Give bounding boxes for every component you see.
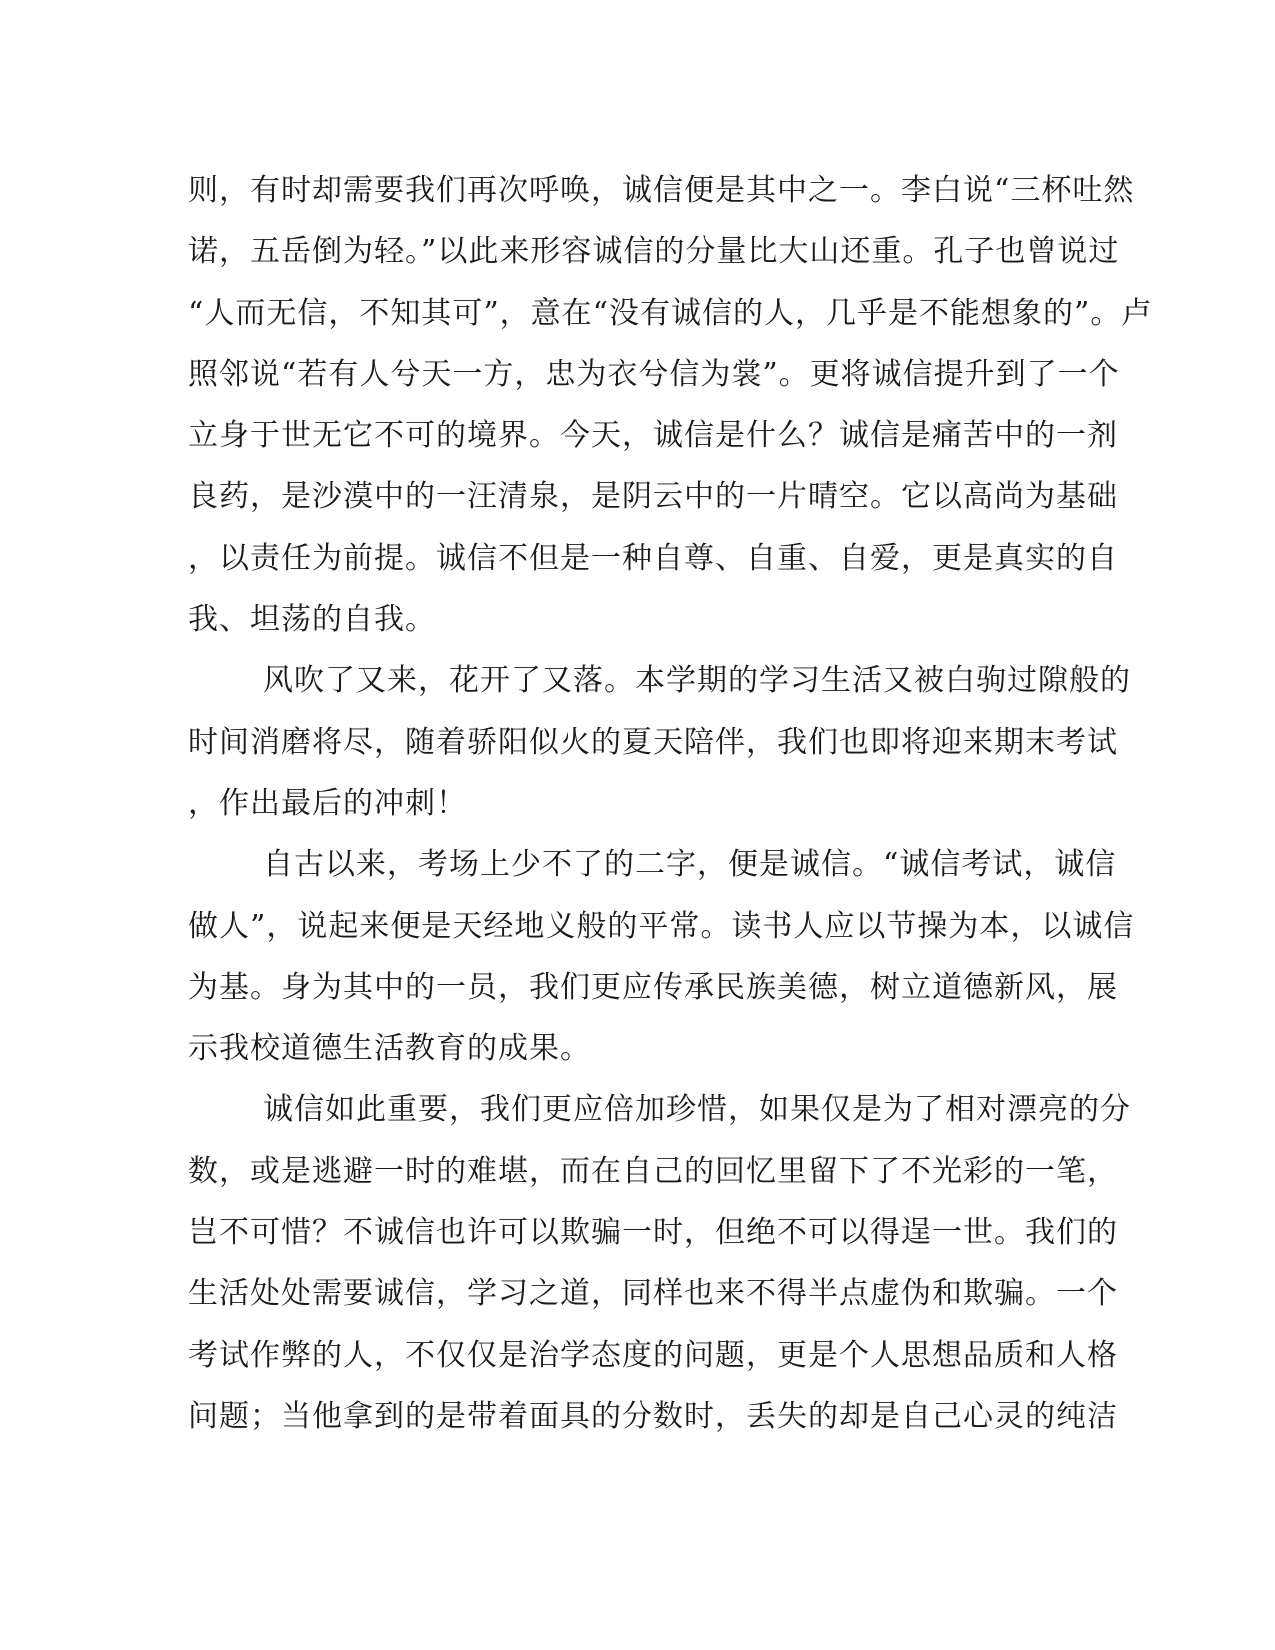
text-line: 时间消磨将尽，随着骄阳似火的夏天陪伴，我们也即将迎来期末考试 [188,724,1118,760]
text-line: “人而无信，不知其可”，意在“没有诚信的人，几乎是不能想象的”。卢 [188,295,1153,331]
text-line: 我、坦荡的自我。 [188,602,436,638]
text-line: 示我校道德生活教育的成果。 [188,1031,591,1067]
text-line: 数，或是逃避一时的难堪，而在自己的回忆里留下了不光彩的一笔， [188,1153,1118,1189]
text-line: ，作出最后的冲刺！ [188,785,467,821]
text-line: 立身于世无它不可的境界。今天，诚信是什么？诚信是痛苦中的一剂 [188,418,1118,454]
text-line: 做人”，说起来便是天经地义般的平常。读书人应以节操为本，以诚信 [188,908,1135,944]
text-line: 岂不可惜？不诚信也许可以欺骗一时，但绝不可以得逞一世。我们的 [188,1215,1118,1251]
text-line: 照邻说“若有人兮天一方，忠为衣兮信为裳”。更将诚信提升到了一个 [188,356,1120,392]
text-line: 诺，五岳倒为轻。”以此来形容诚信的分量比大山还重。孔子也曾说过 [188,234,1120,270]
paragraph-start-line: 风吹了又来，花开了又落。本学期的学习生活又被白驹过隙般的 [263,663,1131,699]
text-line: ，以责任为前提。诚信不但是一种自尊、自重、自爱，更是真实的自 [188,540,1118,576]
essay-body [188,160,1153,1447]
paragraph-start-line: 自古以来，考场上少不了的二字，便是诚信。“诚信考试，诚信 [263,847,1117,883]
text-line: 良药，是沙漠中的一汪清泉，是阴云中的一片晴空。它以高尚为基础 [188,479,1118,515]
text-line: 考试作弊的人，不仅仅是治学态度的问题，更是个人思想品质和人格 [188,1337,1118,1373]
text-line: 问题；当他拿到的是带着面具的分数时，丢失的却是自己心灵的纯洁 [188,1398,1118,1434]
text-line: 为基。身为其中的一员，我们更应传承民族美德，树立道德新风，展 [188,969,1118,1005]
text-line: 则，有时却需要我们再次呼唤，诚信便是其中之一。李白说“三杯吐然 [188,173,1135,208]
text-line: 生活处处需要诚信，学习之道，同样也来不得半点虚伪和欺骗。一个 [188,1276,1118,1312]
paragraph-start-line: 诚信如此重要，我们更应倍加珍惜，如果仅是为了相对漂亮的分 [263,1092,1131,1128]
